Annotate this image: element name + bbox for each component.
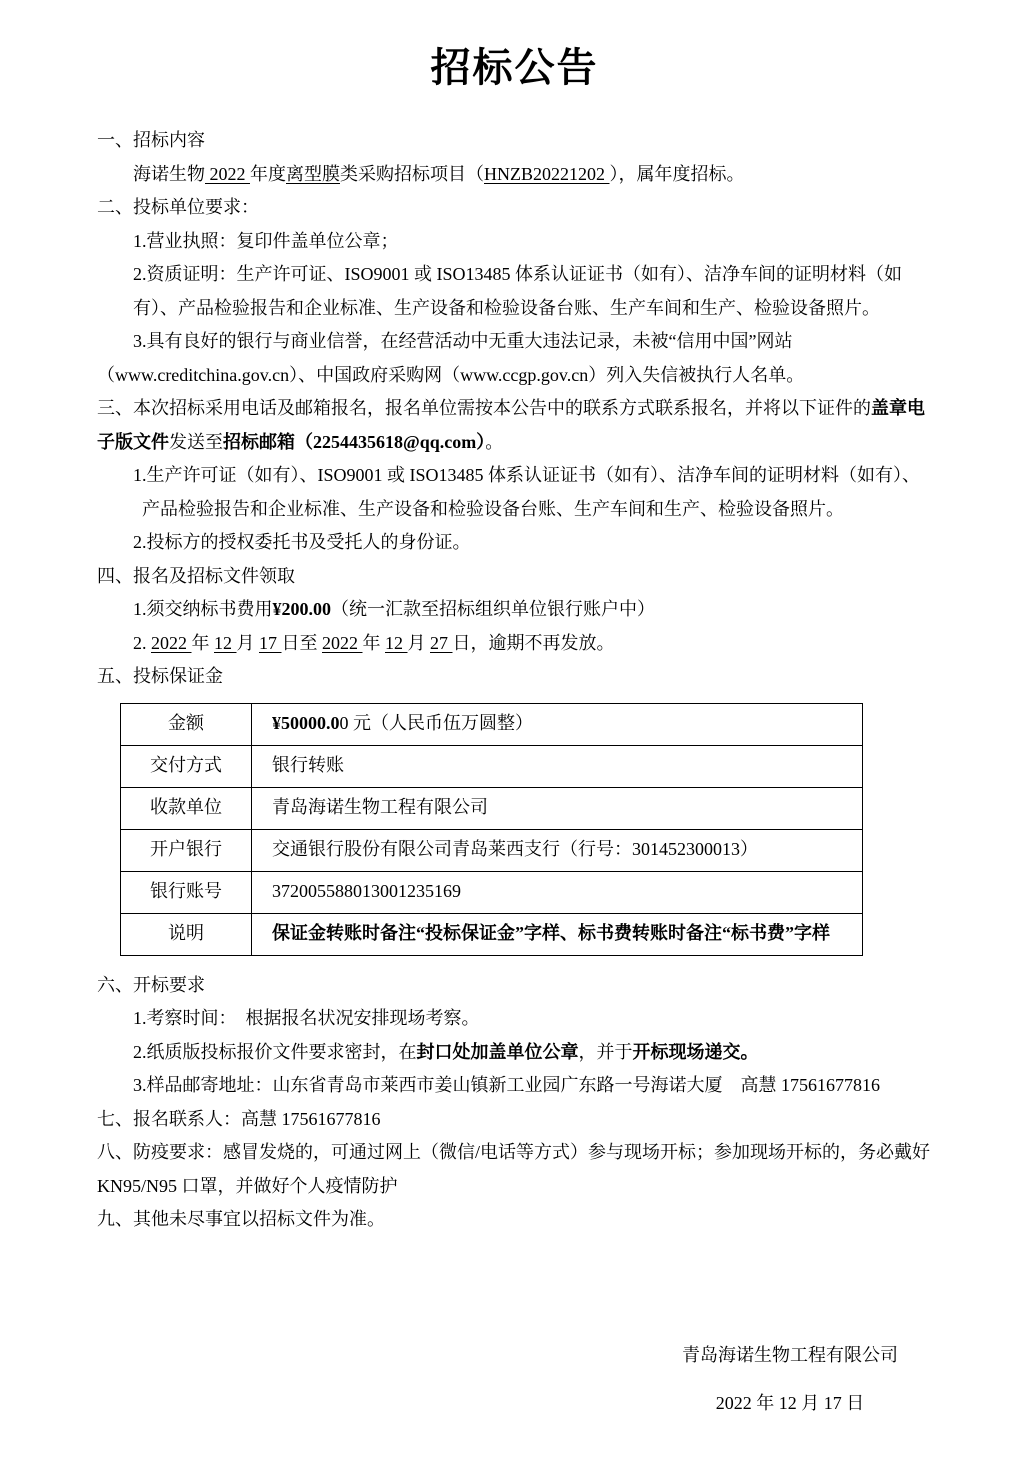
underlined-product: 离型膜 — [286, 163, 340, 184]
section-1-heading: 一、招标内容 — [97, 130, 205, 150]
section-3-item-2: 2.投标方的授权委托书及受托人的身份证。 — [133, 532, 471, 552]
bold-stamped-e-file: 盖章电子版文件 — [97, 398, 925, 452]
text-run: 。 — [485, 431, 504, 452]
text-run: （统一汇款至招标组织单位银行账户中） — [331, 599, 655, 619]
text-run: 日，逾期不再发放。 — [452, 632, 615, 653]
underlined-start-year: 2022 — [151, 632, 192, 653]
section-4-item-1 — [97, 593, 932, 627]
text-run: 年 — [362, 632, 385, 653]
text-run: 月 — [407, 632, 430, 653]
section-8-heading: 八、防疫要求：感冒发烧的，可通过网上（微信/电话等方式）参与现场开标；参加现场开标的，务必戴好 KN95/N95 口罩，并做好个人疫情防护 — [97, 1142, 930, 1196]
document-title: 招标公告 — [430, 45, 599, 90]
underlined-start-day: 17 — [259, 632, 282, 653]
underlined-project-code: HNZB20221202 — [484, 163, 610, 184]
text-run: 年 — [191, 632, 214, 653]
section-6-item-2 — [97, 1036, 932, 1070]
bold-onsite-submission: 开标现场递交。 — [632, 1041, 759, 1062]
text-run: 0 元（人民币伍万圆整） — [339, 713, 533, 734]
section-2-item-3: 3.具有良好的银行与商业信誉，在经营活动中无重大违法记录，未被“信用中国”网站（www.creditchina.gov.cn）、中国政府采购网（www.ccgp.gov.cn）列入失信被执行人名单。 — [97, 331, 805, 385]
table-row-payee — [121, 787, 863, 829]
section-6-item-1: 1.考察时间： 根据报名状况安排现场考察。 — [133, 1008, 480, 1028]
table-row-account — [121, 871, 863, 913]
section-4-item-2 — [97, 627, 932, 661]
section-7-heading: 七、报名联系人：高慧 17561677816 — [97, 1108, 381, 1129]
text-run: 青岛海诺生物工程有限公司 — [272, 797, 488, 818]
text-run: 三、本次招标采用电话及邮箱报名，报名单位需按本公告中的联系方式联系报名，并将以下证件的 — [97, 398, 871, 418]
underlined-end-year: 2022 — [322, 632, 363, 653]
text-run: 类采购招标项目（ — [340, 163, 484, 184]
bold-transfer-note: 保证金转账时备注“投标保证金”字样、标书费转账时备注“标书费”字样 — [272, 923, 830, 944]
underlined-start-month: 12 — [214, 632, 237, 653]
signature-date: 2022 年 12 月 17 日 — [715, 1393, 865, 1413]
signature-block — [660, 1339, 920, 1421]
section-6-item-3: 3.样品邮寄地址：山东省青岛市莱西市姜山镇新工业园广东路一号海诺大厦 高慧 17561677816 — [133, 1075, 880, 1095]
bid-bond-table — [120, 703, 863, 956]
text-run: ，并于 — [578, 1041, 633, 1062]
bold-doc-fee: ¥200.00 — [272, 599, 331, 619]
section-1-body — [97, 158, 932, 192]
underlined-end-month: 12 — [385, 632, 408, 653]
section-5-heading: 五、投标保证金 — [97, 666, 223, 686]
text-run: 日至 — [281, 632, 322, 653]
row-label-amount: 金额 — [121, 703, 252, 745]
text-run: 372005588013001235169 — [272, 881, 461, 902]
bold-bid-email: 招标邮箱（2254435618@qq.com） — [223, 431, 486, 452]
section-4-heading: 四、报名及招标文件领取 — [97, 565, 295, 586]
text-run: 发送至 — [169, 431, 223, 452]
row-label-payment-method: 交付方式 — [121, 745, 252, 787]
section-3-paragraph — [97, 392, 932, 459]
row-value-bank — [252, 829, 863, 871]
row-value-note — [252, 913, 863, 955]
underlined-end-day: 27 — [430, 632, 453, 653]
text-run: 2.纸质版投标报价文件要求密封，在 — [133, 1041, 417, 1062]
row-value-payee — [252, 787, 863, 829]
text-run: 海诺生物 — [133, 163, 205, 184]
bold-bond-amount: ¥50000.0 — [272, 713, 340, 734]
bold-seal-requirement: 封口处加盖单位公章 — [416, 1041, 579, 1062]
row-label-note: 说明 — [121, 913, 252, 955]
section-9-heading: 九、其他未尽事宜以招标文件为准。 — [97, 1209, 385, 1229]
table-row-payment-method — [121, 745, 863, 787]
row-label-payee: 收款单位 — [121, 787, 252, 829]
text-run: 年度 — [250, 163, 286, 184]
section-2-item-2: 2.资质证明：生产许可证、ISO9001 或 ISO13485 体系认证证书（如有）、洁净车间的证明材料（如有）、产品检验报告和企业标准、生产设备和检验设备台账、生产车间和生产、检验设备照片。 — [133, 264, 903, 318]
table-row-amount — [121, 703, 863, 745]
signature-company: 青岛海诺生物工程有限公司 — [682, 1344, 898, 1365]
underlined-year: 2022 — [205, 163, 250, 184]
text-run: 银行转账 — [272, 755, 344, 776]
section-6-heading: 六、开标要求 — [97, 974, 205, 995]
row-value-account — [252, 871, 863, 913]
table-row-note — [121, 913, 863, 955]
text-run: 月 — [236, 632, 259, 653]
section-2-heading: 二、投标单位要求： — [97, 197, 259, 217]
text-run: 1.须交纳标书费用 — [133, 599, 273, 619]
text-run: ），属年度招标。 — [609, 163, 745, 184]
text-run: 2. — [133, 632, 151, 653]
row-value-amount — [252, 703, 863, 745]
row-label-account: 银行账号 — [121, 871, 252, 913]
section-2-item-1: 1.营业执照：复印件盖单位公章； — [133, 230, 399, 251]
row-label-bank: 开户银行 — [121, 829, 252, 871]
text-run: 交通银行股份有限公司青岛莱西支行（行号：301452300013） — [272, 839, 758, 860]
section-3-item-1: 1.生产许可证（如有）、ISO9001 或 ISO13485 体系认证证书（如有）、洁净车间的证明材料（如有）、产品检验报告和企业标准、生产设备和检验设备台账、生产车间和生产、检验设备照片。 — [133, 465, 921, 519]
row-value-payment-method — [252, 745, 863, 787]
table-row-bank — [121, 829, 863, 871]
